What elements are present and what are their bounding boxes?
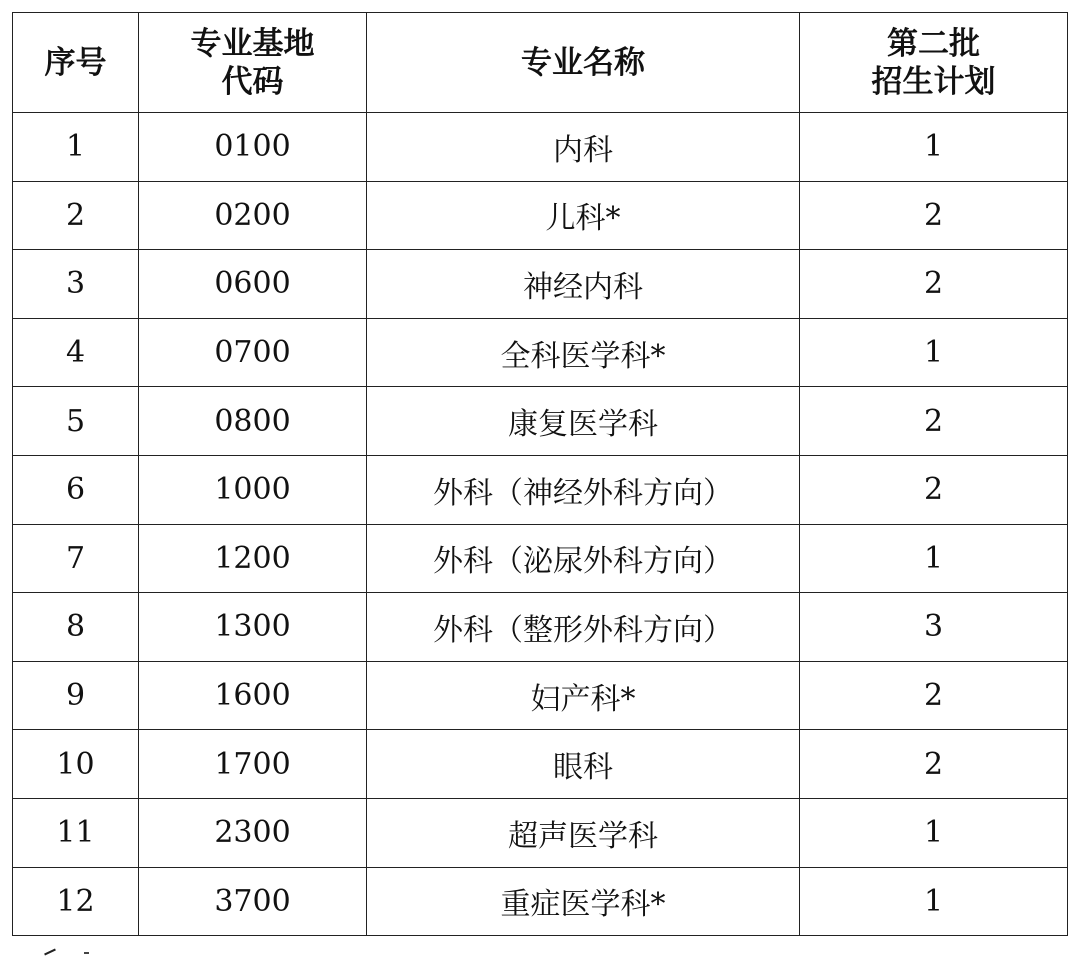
- cell-name: 外科（神经外科方向）: [367, 455, 800, 524]
- cell-index: 4: [13, 318, 139, 387]
- cell-plan: 1: [800, 524, 1068, 593]
- cell-plan: 2: [800, 250, 1068, 319]
- bottom-edge-mark: [44, 949, 56, 956]
- cell-index: 1: [13, 113, 139, 182]
- table-body: [13, 113, 1068, 936]
- cell-name: 神经内科: [367, 250, 800, 319]
- header-code-line2: 代码: [221, 63, 284, 100]
- cell-index: 8: [13, 593, 139, 662]
- header-plan-line1: 第二批: [887, 25, 980, 62]
- cell-code: 3700: [139, 867, 367, 936]
- cell-index: 2: [13, 181, 139, 250]
- cell-index: 5: [13, 387, 139, 456]
- cell-name: 重症医学科*: [367, 867, 800, 936]
- table-header: [13, 13, 1068, 113]
- table-row: [13, 181, 1068, 250]
- table-row: [13, 455, 1068, 524]
- cell-name: 外科（整形外科方向）: [367, 593, 800, 662]
- cell-code: 1700: [139, 730, 367, 799]
- cell-plan: 2: [800, 661, 1068, 730]
- cell-index: 12: [13, 867, 139, 936]
- cell-index: 3: [13, 250, 139, 319]
- cell-plan: 2: [800, 387, 1068, 456]
- cell-index: 6: [13, 455, 139, 524]
- table-row: [13, 250, 1068, 319]
- cell-name: 外科（泌尿外科方向）: [367, 524, 800, 593]
- table-row: [13, 661, 1068, 730]
- table-row: [13, 318, 1068, 387]
- table-row: [13, 867, 1068, 936]
- cell-plan: 1: [800, 798, 1068, 867]
- cell-code: 1000: [139, 455, 367, 524]
- header-row: [13, 13, 1068, 113]
- header-plan-line2: 招生计划: [871, 63, 996, 100]
- cell-code: 0200: [139, 181, 367, 250]
- cell-plan: 2: [800, 730, 1068, 799]
- cell-code: 1600: [139, 661, 367, 730]
- table-row: [13, 524, 1068, 593]
- cell-plan: 1: [800, 113, 1068, 182]
- enrollment-plan-table: [12, 12, 1068, 936]
- cell-code: 1300: [139, 593, 367, 662]
- cell-index: 11: [13, 798, 139, 867]
- cell-name: 全科医学科*: [367, 318, 800, 387]
- cell-code: 2300: [139, 798, 367, 867]
- cell-name: 超声医学科: [367, 798, 800, 867]
- cell-name: 内科: [367, 113, 800, 182]
- cell-index: 9: [13, 661, 139, 730]
- cell-plan: 2: [800, 455, 1068, 524]
- cell-name: 康复医学科: [367, 387, 800, 456]
- cell-code: 1200: [139, 524, 367, 593]
- table-row: [13, 387, 1068, 456]
- cell-code: 0600: [139, 250, 367, 319]
- cell-code: 0100: [139, 113, 367, 182]
- header-plan: [800, 13, 1068, 113]
- header-index: 序号: [13, 13, 139, 113]
- cell-index: 10: [13, 730, 139, 799]
- cell-code: 0700: [139, 318, 367, 387]
- cell-code: 0800: [139, 387, 367, 456]
- table-row: [13, 593, 1068, 662]
- header-code-line1: 专业基地: [190, 25, 315, 62]
- table-row: [13, 730, 1068, 799]
- header-name: 专业名称: [367, 13, 800, 113]
- cell-plan: 1: [800, 318, 1068, 387]
- cell-index: 7: [13, 524, 139, 593]
- cell-plan: 1: [800, 867, 1068, 936]
- cell-name: 眼科: [367, 730, 800, 799]
- cell-plan: 2: [800, 181, 1068, 250]
- table-row: [13, 113, 1068, 182]
- cell-name: 妇产科*: [367, 661, 800, 730]
- cell-name: 儿科*: [367, 181, 800, 250]
- bottom-edge-mark-small: [84, 952, 89, 954]
- header-code: [139, 13, 367, 113]
- cell-plan: 3: [800, 593, 1068, 662]
- table-row: [13, 798, 1068, 867]
